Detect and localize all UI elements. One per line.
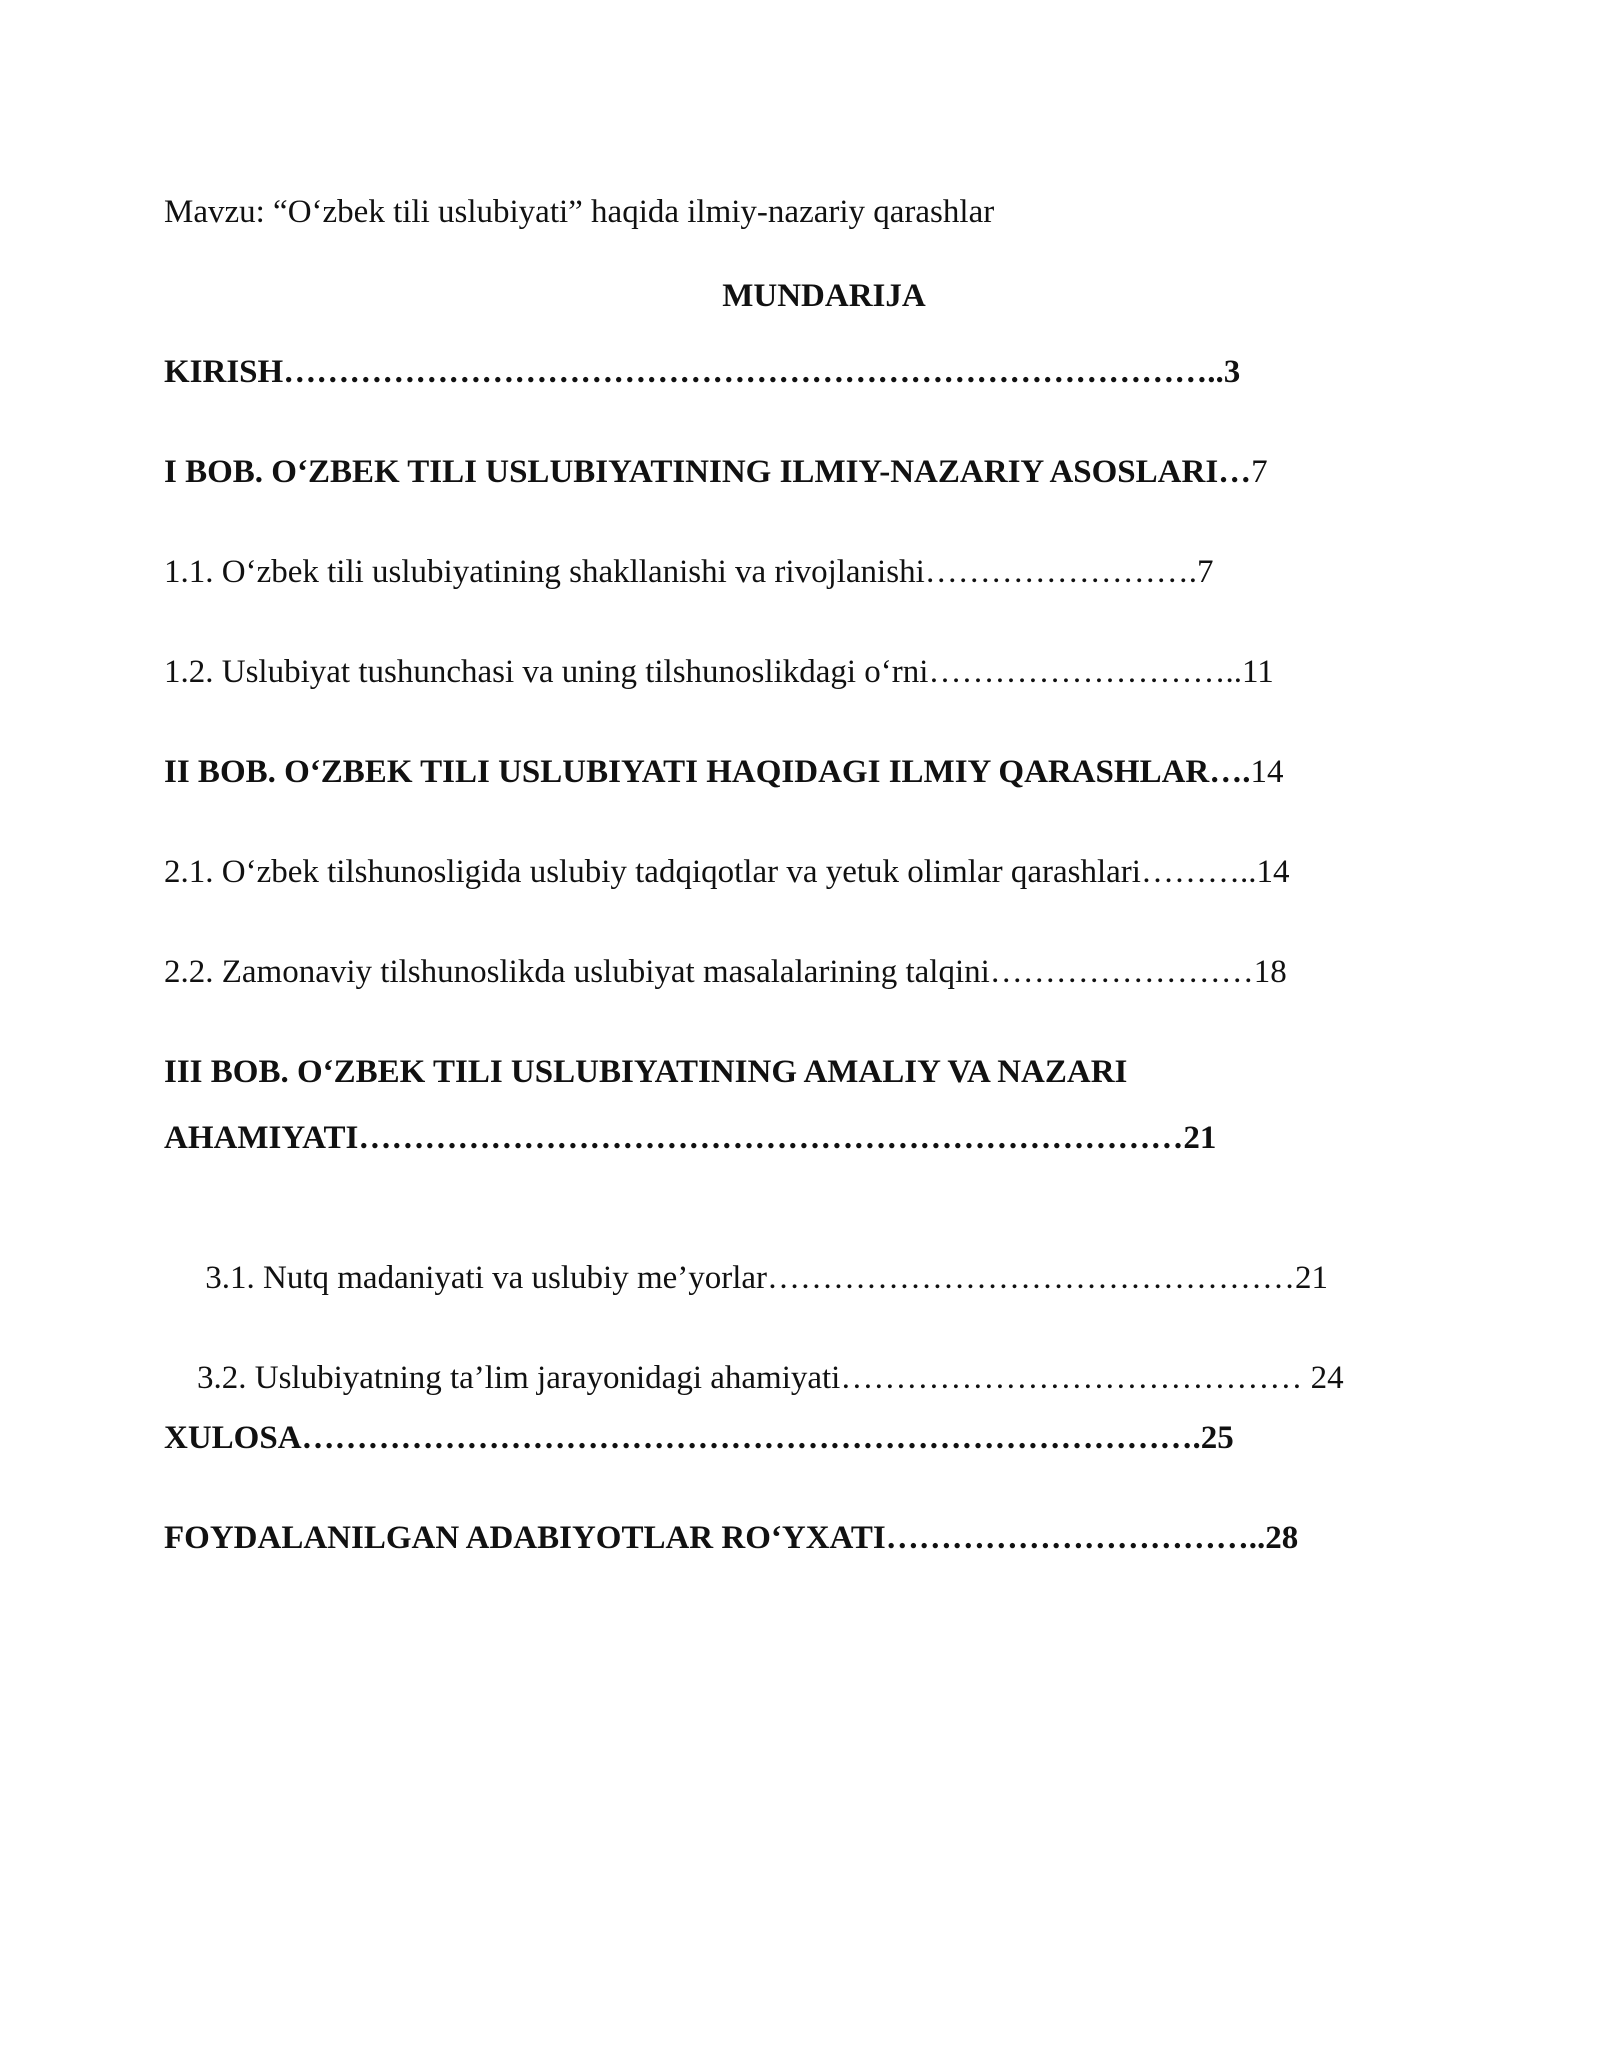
toc-entry-title: 2.1. O‘zbek tilshunosligida uslubiy tadqiqotlar va yetuk olimlar qarashlari [164,854,1141,890]
toc-entry-page: 24 [1310,1360,1344,1396]
toc-entry-1-1[interactable] [164,552,1214,592]
toc-entry-chapter-2[interactable] [164,752,1284,792]
toc-entry-page: 21 [1183,1120,1217,1156]
toc-entry-leader: … [1218,454,1252,490]
toc-entry-page: 3 [1223,354,1241,390]
toc-entry-leader: ………………………………………… [767,1260,1296,1296]
toc-entry-leader: ……………………. [924,554,1197,590]
toc-entry-page: 14 [1250,754,1284,790]
toc-entry-2-1[interactable] [164,852,1289,892]
toc-entry-leader: ………………………………………………………………………….. [283,354,1224,390]
toc-entry-page: 25 [1200,1420,1234,1456]
toc-entry-leader: ………………………………………………………………………. [301,1420,1201,1456]
toc-entry-leader: ……………………….. [928,654,1242,690]
toc-entry-page: 21 [1295,1260,1329,1296]
toc-entry-page: 18 [1253,954,1287,990]
toc-entry-title: 3.1. Nutq madaniyati va uslubiy me’yorlar [197,1260,768,1296]
toc-entry-title: III BOB. O‘ZBEK TILI USLUBIYATINING AMALIY VA NAZARI [164,1054,1128,1090]
toc-entry-leader: ………………………………………………………………… [358,1120,1184,1156]
toc-entry-chapter-3[interactable] [164,1052,1127,1092]
toc-entry-leader: …………………………………… [840,1360,1311,1396]
toc-entry-title: XULOSA [164,1420,302,1456]
toc-entry-xulosa[interactable] [164,1418,1234,1458]
toc-entry-title: 3.2. Uslubiyatning ta’lim jarayonidagi ahamiyati [197,1360,841,1396]
toc-entry-page: 28 [1265,1520,1299,1556]
toc-entry-1-2[interactable] [164,652,1274,692]
toc-entry-leader: …………………………….. [885,1520,1266,1556]
toc-entry-2-2[interactable] [164,952,1287,992]
toc-entry-page: 14 [1256,854,1290,890]
toc-entry-chapter-3-continued[interactable] [164,1118,1216,1158]
toc-entry-title: 2.2. Zamonaviy tilshunoslikda uslubiyat masalalarining talqini [164,954,990,990]
toc-entry-title: II BOB. O‘ZBEK TILI USLUBIYATI HAQIDAGI ILMIY QARASHLAR [164,754,1210,790]
topic-line: Mavzu: “O‘zbek tili uslubiyati” haqida ilmiy-nazariy qarashlar [164,194,995,230]
toc-entry-leader: ……….. [1140,854,1257,890]
toc-entry-title: KIRISH [164,354,284,390]
toc-heading: MUNDARIJA [722,278,926,314]
toc-entry-leader: …………………… [989,954,1254,990]
toc-entry-title: I BOB. O‘ZBEK TILI USLUBIYATINING ILMIY-NAZARIY ASOSLARI [164,454,1219,490]
toc-entry-title: 1.1. O‘zbek tili uslubiyatining shakllanishi va rivojlanishi [164,554,925,590]
toc-entry-kirish[interactable] [164,352,1240,392]
toc-entry-title: AHAMIYATI [164,1120,359,1156]
toc-entry-page: 7 [1251,454,1268,490]
toc-entry-page: 11 [1241,654,1274,690]
toc-entry-title: 1.2. Uslubiyat tushunchasi va uning tilshunoslikdagi o‘rni [164,654,929,690]
toc-entry-leader: …. [1209,754,1251,790]
toc-entry-references[interactable] [164,1518,1298,1558]
toc-entry-title: FOYDALANILGAN ADABIYOTLAR RO‘YXATI [164,1520,886,1556]
toc-entry-page: 7 [1197,554,1214,590]
toc-entry-chapter-1[interactable] [164,452,1268,492]
